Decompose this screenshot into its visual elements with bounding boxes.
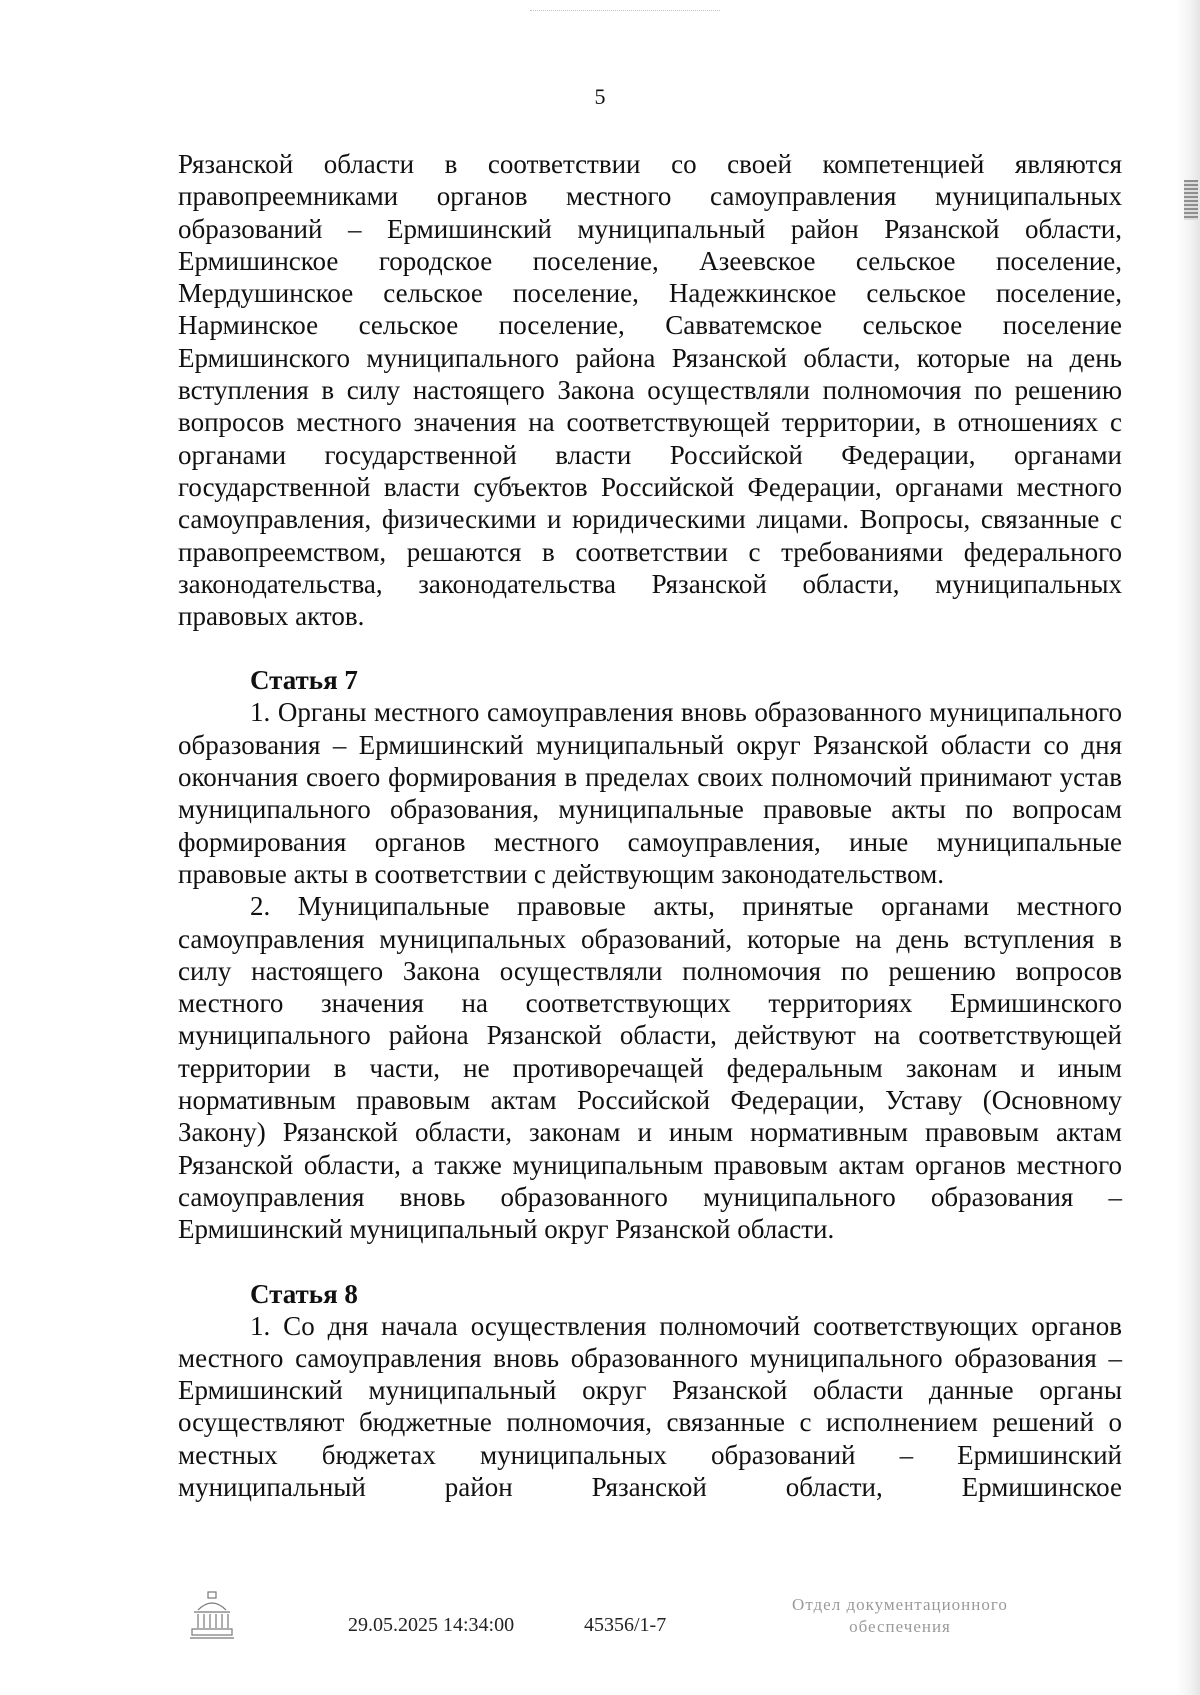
- scan-edge-mark: [1184, 180, 1198, 220]
- article-7-heading: Статья 7: [250, 665, 358, 696]
- article-7-paragraph-1: 1. Органы местного самоуправления вновь образованного муниципального образования – Ермишинский муниципальный округ Рязанской области со дня окончания своего формирования в пределах своих полномочий принимают устав муниципального образования, муниципальные правовые акты по вопросам формирования органов местного самоуправления, иные муниципальные правовые акты в соответствии с действующим законодательством.: [178, 697, 1122, 889]
- footer-department-stamp: [760, 1594, 1040, 1638]
- article-8-heading: Статья 8: [250, 1278, 358, 1309]
- building-emblem-icon: [188, 1590, 236, 1642]
- document-body: [178, 148, 1122, 1503]
- footer-department-line-1: Отдел документационного: [792, 1595, 1008, 1614]
- footer-department-line-2: обеспечения: [849, 1617, 951, 1636]
- article-7-paragraph-2: 2. Муниципальные правовые акты, принятые органами местного самоуправления муниципальных образований, которые на день вступления в силу настоящего Закона осуществляли полномочия по решению вопросов местного значения на соответствующих территориях Ермишинского муниципального района Рязанской области, действуют на соответствующей территории в части, не противоречащей федеральным законам и иным нормативным правовым актам Российской Федерации, Уставу (Основному Закону) Рязанской области, законам и иным нормативным правовым актам Рязанской области, а также муниципальным правовым актам органов местного самоуправления вновь образованного муниципального образования – Ермишинский муниципальный округ Рязанской области.: [178, 891, 1122, 1245]
- page-number: 5: [594, 84, 606, 109]
- scan-artifact-dots: [530, 10, 720, 14]
- scan-edge-strip: [1176, 0, 1200, 1695]
- footer-date: 29.05.2025 14:34:00: [348, 1614, 515, 1636]
- intro-paragraph: Рязанской области в соответствии со своей компетенцией являются правопреемниками органов местного самоуправления муниципальных образований – Ермишинский муниципальный район Рязанской области, Ермишинское городское поселение, Азеевское сельское поселение, Мердушинское сельское поселение, Надежкинское сельское поселение, Нарминское сельское поселение, Савватемское сельское поселение Ермишинского муниципального района Рязанской области, которые на день вступления в силу настоящего Закона осуществляли полномочия по решению вопросов местного значения на соответствующей территории, в отношениях с органами государственной власти Российской Федерации, органами государственной власти субъектов Российской Федерации, органами местного самоуправления, физическими и юридическими лицами. Вопросы, связанные с правопреемством, решаются в соответствии с требованиями федерального законодательства, законодательства Рязанской области, муниципальных правовых актов.: [178, 149, 1122, 632]
- footer-document-number: 45356/1-7: [584, 1614, 667, 1636]
- article-8-paragraph-1: 1. Со дня начала осуществления полномочий соответствующих органов местного самоуправления вновь образованного муниципального образования – Ермишинский муниципальный округ Рязанской области данные органы осуществляют бюджетные полномочия, связанные с исполнением решений о местных бюджетах муниципальных образований – Ермишинский муниципальный район Рязанской области, Ермишинское: [178, 1310, 1122, 1502]
